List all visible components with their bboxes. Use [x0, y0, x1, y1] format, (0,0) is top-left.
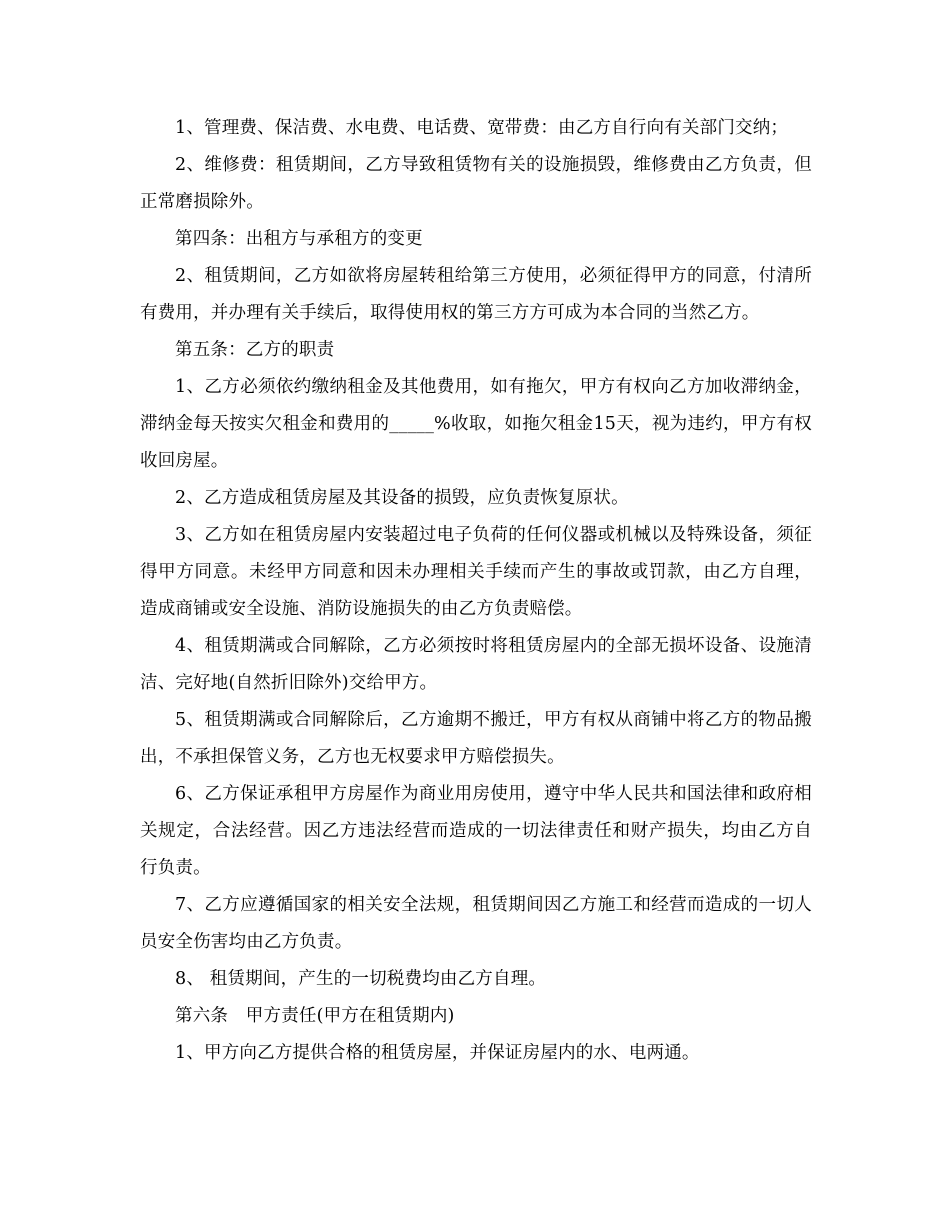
clause-paragraph: 1、乙方必须依约缴纳租金及其他费用，如有拖欠，甲方有权向乙方加收滞纳金，滞纳金每天按实欠租金和费用的_____%收取，如拖欠租金15天，视为违约，甲方有权收回房屋。 — [140, 377, 812, 471]
clause-paragraph: 8、 租赁期间，产生的一切税费均由乙方自理。 — [175, 969, 547, 989]
clause-paragraph: 1、甲方向乙方提供合格的租赁房屋，并保证房屋内的水、电两通。 — [175, 1043, 700, 1063]
document-body — [140, 110, 812, 1072]
clause-paragraph: 2、维修费：租赁期间，乙方导致租赁物有关的设施损毁，维修费由乙方负责，但正常磨损除外。 — [140, 155, 812, 212]
clause-paragraph: 1、管理费、保洁费、水电费、电话费、宽带费：由乙方自行向有关部门交纳； — [175, 118, 789, 138]
clause-paragraph: 2、租赁期间，乙方如欲将房屋转租给第三方使用，必须征得甲方的同意，付清所有费用，并办理有关手续后，取得使用权的第三方方可成为本合同的当然乙方。 — [140, 266, 812, 323]
clause-paragraph: 2、乙方造成租赁房屋及其设备的损毁，应负责恢复原状。 — [175, 488, 629, 508]
section-heading: 第五条：乙方的职责 — [175, 340, 335, 360]
section-heading: 第四条：出租方与承租方的变更 — [175, 229, 423, 249]
clause-paragraph: 4、租赁期满或合同解除，乙方必须按时将租赁房屋内的全部无损坏设备、设施清洁、完好地(自然折旧除外)交给甲方。 — [140, 636, 812, 693]
clause-paragraph: 3、乙方如在租赁房屋内安装超过电子负荷的任何仪器或机械以及特殊设备，须征得甲方同意。未经甲方同意和因未办理相关手续而产生的事故或罚款，由乙方自理，造成商铺或安全设施、消防设施损失的由乙方负责赔偿。 — [140, 525, 812, 619]
clause-paragraph: 6、乙方保证承租甲方房屋作为商业用房使用，遵守中华人民共和国法律和政府相关规定，合法经营。因乙方违法经营而造成的一切法律责任和财产损失，均由乙方自行负责。 — [140, 784, 812, 878]
section-heading: 第六条 甲方责任(甲方在租赁期内) — [175, 1006, 455, 1026]
clause-paragraph: 5、租赁期满或合同解除后，乙方逾期不搬迁，甲方有权从商铺中将乙方的物品搬出，不承担保管义务，乙方也无权要求甲方赔偿损失。 — [140, 710, 812, 767]
clause-paragraph: 7、乙方应遵循国家的相关安全法规，租赁期间因乙方施工和经营而造成的一切人员安全伤害均由乙方负责。 — [140, 895, 812, 952]
